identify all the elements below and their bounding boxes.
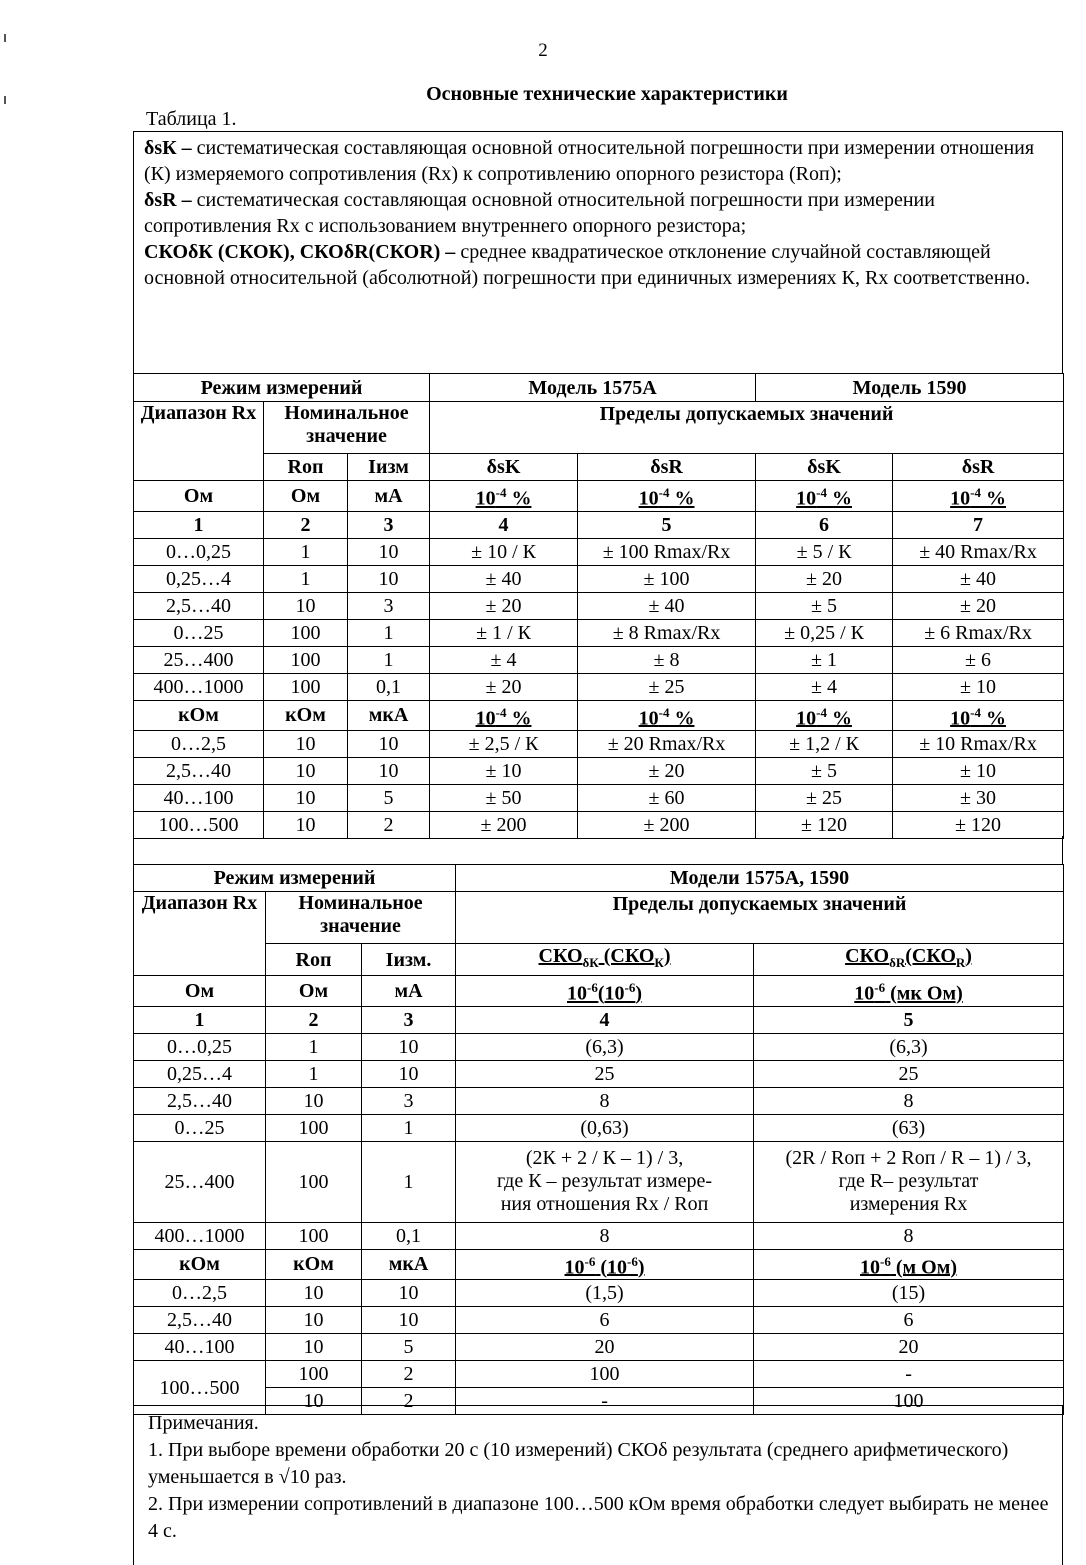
table-cell: δsK [756, 454, 893, 481]
table-cell: 10 [266, 1334, 362, 1361]
units-row-ohm [134, 976, 1064, 1007]
table-cell: мкА [362, 1249, 456, 1280]
table-cell: ± 20 [430, 673, 578, 700]
table-row [134, 731, 1064, 758]
table-cell: 8 [754, 1087, 1064, 1114]
table-cell: ± 100 Rmax/Rx [578, 538, 756, 565]
definition-text: среднее квадратическое отклонение случайной составляющей основной относительной (абсолютной) погрешности при единичных измерениях К, Rx соответственно. [144, 241, 1031, 289]
table-cell: 20 [456, 1334, 754, 1361]
table-cell: ± 50 [430, 785, 578, 812]
table-cell: (0,63) [456, 1114, 754, 1141]
definition-term: δsR – [144, 189, 192, 211]
table-cell: 100 [754, 1388, 1064, 1415]
table-cell: ± 20 [756, 565, 893, 592]
table-cell: 100 [264, 673, 348, 700]
table-cell: ± 40 Rmax/Rx [893, 538, 1064, 565]
table-cell: 0,25…4 [134, 565, 264, 592]
rows-ohm [134, 538, 1064, 700]
table-cell: 0,25…4 [134, 1060, 266, 1087]
table-cell: ± 2,5 / К [430, 731, 578, 758]
table-cell: 1 [266, 1060, 362, 1087]
table-cell: ± 10 Rmax/Rx [893, 731, 1064, 758]
rows-kohm [134, 731, 1064, 839]
table-cell: 1 [362, 1141, 456, 1222]
table-cell: 2,5…40 [134, 758, 264, 785]
table-cell: 100…500 [134, 812, 264, 839]
table-cell: ± 40 [578, 592, 756, 619]
table-cell: 40…100 [134, 785, 264, 812]
table-cell: 3 [348, 511, 430, 538]
table-cell: 8 [456, 1087, 754, 1114]
limits-header: Пределы допускаемых значений [456, 892, 1064, 944]
table-cell: 5 [754, 1006, 1064, 1033]
table-cell: Rоп [264, 454, 348, 481]
table-cell: ± 10 [893, 673, 1064, 700]
table-cell: 100…500 [134, 1361, 266, 1415]
table-cell: ± 25 [578, 673, 756, 700]
formula-line: где К – результат измере- [496, 1170, 713, 1193]
table-cell: ± 8 Rmax/Rx [578, 619, 756, 646]
table-cell: 1 [348, 646, 430, 673]
table-cell: 6 [754, 1307, 1064, 1334]
table-cell: мА [348, 481, 430, 512]
table-cell: 25 [456, 1060, 754, 1087]
table-cell: ± 10 [430, 758, 578, 785]
table-cell: 2 [266, 1006, 362, 1033]
table-row [134, 1334, 1064, 1361]
table-cell: 25…400 [134, 646, 264, 673]
definition-sko [144, 239, 1052, 291]
column-numbers-row [134, 1006, 1064, 1033]
table-cell: 6 [756, 511, 893, 538]
table-cell: $10^{-6}$ (м Ом) [754, 1249, 1064, 1280]
note-item: 2. При измерении сопротивлений в диапазоне 100…500 кОм время обработки следует выбирать не менее 4 с. [148, 1493, 1049, 1542]
table-cell: 5 [348, 785, 430, 812]
rows-kohm [134, 1280, 1064, 1361]
table-row [134, 1033, 1064, 1060]
table-cell: Ом [134, 481, 264, 512]
formula-line: измерения Rx [849, 1193, 968, 1216]
table-cell: ± 20 [430, 592, 578, 619]
table-cell: ± 8 [578, 646, 756, 673]
table-cell: ± 20 [893, 592, 1064, 619]
table-gap [133, 836, 1063, 864]
table-cell: 0…2,5 [134, 1280, 266, 1307]
table-row [134, 1307, 1064, 1334]
table-row [134, 673, 1064, 700]
table-cell: 5 [362, 1334, 456, 1361]
table-cell: ± 0,25 / К [756, 619, 893, 646]
table-cell: 10 [264, 785, 348, 812]
table-cell: 3 [362, 1087, 456, 1114]
definition-dsk [144, 135, 1052, 187]
table-cell: (6,3) [754, 1033, 1064, 1060]
table-cell: кОм [134, 700, 264, 731]
table-cell: 6 [456, 1307, 754, 1334]
table-caption: Таблица 1. [146, 108, 237, 130]
table-cell: 0…25 [134, 1114, 266, 1141]
note-item: 1. При выборе времени обработки 20 с (10 измерений) СКОδ результата (среднего арифметического) уменьшается в √10 раз. [148, 1439, 1009, 1488]
subheader-row [134, 944, 1064, 976]
table-cell: 100 [456, 1361, 754, 1388]
mode-header: Режим измерений [134, 865, 456, 892]
table-cell: ± 40 [430, 565, 578, 592]
table-cell: мкА [348, 700, 430, 731]
column-numbers-row [134, 511, 1064, 538]
table-cell: ± 1,2 / К [756, 731, 893, 758]
table-cell: ± 5 / К [756, 538, 893, 565]
table-row [134, 785, 1064, 812]
table-cell: 2,5…40 [134, 1307, 266, 1334]
table-cell: $10^{-4}$ % [756, 700, 893, 731]
definition-dsr [144, 187, 1052, 239]
table-cell: 10 [266, 1388, 362, 1415]
table-cell: 1 [362, 1114, 456, 1141]
formula-cell-k [456, 1141, 754, 1222]
table-cell: 100 [266, 1114, 362, 1141]
table-cell: 8 [456, 1222, 754, 1249]
table-cell: кОм [134, 1249, 266, 1280]
table-cell: 3 [362, 1006, 456, 1033]
table-cell: 10 [266, 1307, 362, 1334]
table-cell: δsR [893, 454, 1064, 481]
table-cell: 4 [456, 1006, 754, 1033]
notes-heading: Примечания. [148, 1412, 259, 1434]
table-cell: 1 [134, 511, 264, 538]
table-cell: 3 [348, 592, 430, 619]
table-cell: 400…1000 [134, 673, 264, 700]
table-cell: кОм [264, 700, 348, 731]
table-cell: $10^{-4}$ % [893, 481, 1064, 512]
table-cell: ± 30 [893, 785, 1064, 812]
formula-line: где R– результат [838, 1170, 979, 1193]
table-cell: ± 1 / К [430, 619, 578, 646]
table-cell: 1 [264, 538, 348, 565]
table-cell: $10^{-6}$ (мк Ом) [754, 976, 1064, 1007]
table-cell: ± 25 [756, 785, 893, 812]
table-cell: 100 [264, 646, 348, 673]
table-cell: ± 20 [578, 758, 756, 785]
table-cell: 10 [264, 592, 348, 619]
table-cell: δsR [578, 454, 756, 481]
definition-term: СКОδК (СКОК), СКОδR(СКОR) – [144, 241, 456, 263]
table-cell: 10 [266, 1280, 362, 1307]
table-cell: ± 5 [756, 758, 893, 785]
nominal-header: Номинальное значение [266, 892, 456, 944]
rows-ohm-a [134, 1033, 1064, 1141]
table-cell: ± 60 [578, 785, 756, 812]
model-1575a-header: Модель 1575А [430, 374, 756, 402]
table-cell: (6,3) [456, 1033, 754, 1060]
page-title: Основные технические характеристики [426, 83, 788, 105]
table-cell: 100 [266, 1222, 362, 1249]
table-cell: ± 6 Rmax/Rx [893, 619, 1064, 646]
table-cell: $СКО_{\delta R}(СКО_R)$ [754, 944, 1064, 976]
definition-text: систематическая составляющая основной относительной погрешности при измерении отношения (К) измеряемого сопротивления (Rx) к сопротивлению опорного резистора (Rоп); [144, 137, 1035, 185]
table-cell: Ом [266, 976, 362, 1007]
table-cell: Iизм [348, 454, 430, 481]
table-row [134, 565, 1064, 592]
table-cell: 10 [362, 1280, 456, 1307]
table-cell: ± 200 [578, 812, 756, 839]
table-row [134, 619, 1064, 646]
table-cell: - [754, 1361, 1064, 1388]
table-cell: 0…25 [134, 619, 264, 646]
table-cell: 10 [348, 758, 430, 785]
table-cell: Ом [134, 976, 266, 1007]
table-cell: 10 [348, 565, 430, 592]
table-cell: 8 [754, 1222, 1064, 1249]
table-cell: 4 [430, 511, 578, 538]
table-cell: 10 [348, 538, 430, 565]
definitions-box [133, 131, 1063, 374]
table-cell: ± 120 [893, 812, 1064, 839]
table-cell: 7 [893, 511, 1064, 538]
table-cell: ± 5 [756, 592, 893, 619]
table-cell: 0,1 [362, 1222, 456, 1249]
definition-text: систематическая составляющая основной относительной погрешности при измерении сопротивления Rx с использованием внутреннего опорного резистора; [144, 189, 935, 237]
table-cell: (1,5) [456, 1280, 754, 1307]
formula-line: (2К + 2 / К – 1) / 3, [525, 1147, 684, 1170]
table-cell: (15) [754, 1280, 1064, 1307]
table-cell: 400…1000 [134, 1222, 266, 1249]
table-row [134, 1087, 1064, 1114]
table-row [134, 1280, 1064, 1307]
units-row-ohm [134, 481, 1064, 512]
table-cell: ± 6 [893, 646, 1064, 673]
notes-box [133, 1405, 1063, 1565]
subheader-row [134, 454, 1064, 481]
table-cell: 40…100 [134, 1334, 266, 1361]
table-cell: ± 1 [756, 646, 893, 673]
table-cell: 10 [348, 731, 430, 758]
table-cell: ± 40 [893, 565, 1064, 592]
models-header: Модели 1575А, 1590 [456, 865, 1064, 892]
table-row [134, 812, 1064, 839]
nominal-header: Номинальное значение [264, 402, 430, 454]
table-cell: 100 [266, 1141, 362, 1222]
table-cell: ± 4 [430, 646, 578, 673]
table-sko-limits [133, 864, 1064, 1415]
table-cell: ± 120 [756, 812, 893, 839]
formula-cell-r [754, 1141, 1064, 1222]
table-cell: 25 [754, 1060, 1064, 1087]
table-cell: ± 4 [756, 673, 893, 700]
formula-line: ния отношения Rx / Rоп [500, 1193, 709, 1216]
table-cell: 10 [264, 812, 348, 839]
table-cell: 2 [362, 1388, 456, 1415]
table-row [134, 1361, 1064, 1388]
table-row [134, 1060, 1064, 1087]
table-row [134, 1222, 1064, 1249]
range-header: Диапазон Rx [134, 892, 266, 976]
table-cell: 25…400 [134, 1141, 266, 1222]
table-cell: (63) [754, 1114, 1064, 1141]
mode-header: Режим измерений [134, 374, 430, 402]
table-cell: Iизм. [362, 944, 456, 976]
table-cell: 10 [362, 1307, 456, 1334]
table-cell: 2 [264, 511, 348, 538]
definition-term: δsК – [144, 137, 192, 159]
table-cell: ± 200 [430, 812, 578, 839]
rows-ohm-b [134, 1222, 1064, 1249]
table-cell: 0,1 [348, 673, 430, 700]
table-cell: $10^{-4}$ % [430, 481, 578, 512]
table-row [134, 758, 1064, 785]
table-cell: $10^{-4}$ % [578, 700, 756, 731]
table-cell: $10^{-6}(10^{-6})$ [456, 976, 754, 1007]
table-cell: ± 20 Rmax/Rx [578, 731, 756, 758]
table-cell: 2 [348, 812, 430, 839]
formula-line: (2R / Rоп + 2 Rоп / R – 1) / 3, [785, 1147, 1032, 1170]
table-row [134, 592, 1064, 619]
table-cell: $10^{-4}$ % [756, 481, 893, 512]
table-cell: Ом [264, 481, 348, 512]
model-1590-header: Модель 1590 [756, 374, 1064, 402]
table-cell: δsK [430, 454, 578, 481]
table-cell: $10^{-4}$ % [430, 700, 578, 731]
table-cell: $10^{-4}$ % [578, 481, 756, 512]
units-row-kohm [134, 700, 1064, 731]
table-cell: - [456, 1388, 754, 1415]
table-cell: ± 10 / К [430, 538, 578, 565]
table-cell: 10 [264, 758, 348, 785]
table-cell: 10 [362, 1033, 456, 1060]
table-cell: 0…2,5 [134, 731, 264, 758]
limits-header: Пределы допускаемых значений [430, 402, 1064, 454]
table-cell: 10 [362, 1060, 456, 1087]
table-cell: 2,5…40 [134, 1087, 266, 1114]
table-cell: 5 [578, 511, 756, 538]
table-cell: $СКО_{\delta К}$ $(СКО_К)$ [456, 944, 754, 976]
table-row [134, 538, 1064, 565]
table-cell: 20 [754, 1334, 1064, 1361]
table-cell: 1 [134, 1006, 266, 1033]
table-row [134, 1114, 1064, 1141]
table-cell: 1 [348, 619, 430, 646]
table-model-limits [133, 373, 1064, 839]
table-cell: 0…0,25 [134, 1033, 266, 1060]
table-cell: $10^{-4}$ % [893, 700, 1064, 731]
table-cell: кОм [266, 1249, 362, 1280]
table-cell: ± 10 [893, 758, 1064, 785]
table-cell: 0…0,25 [134, 538, 264, 565]
table-cell: 100 [264, 619, 348, 646]
table-cell: 10 [264, 731, 348, 758]
table-cell: $10^{-6}$ $(10^{-6})$ [456, 1249, 754, 1280]
page-number: 2 [538, 40, 548, 61]
table-cell: 2,5…40 [134, 592, 264, 619]
table-cell: мА [362, 976, 456, 1007]
range-header: Диапазон Rx [134, 402, 264, 481]
table-cell: 1 [266, 1033, 362, 1060]
table-cell: 10 [266, 1087, 362, 1114]
table-row [134, 1141, 1064, 1222]
units-row-kohm [134, 1249, 1064, 1280]
table-row [134, 646, 1064, 673]
table-cell: 2 [362, 1361, 456, 1388]
table-cell: Rоп [266, 944, 362, 976]
table-cell: 1 [264, 565, 348, 592]
table-cell: ± 100 [578, 565, 756, 592]
table-cell: 100 [266, 1361, 362, 1388]
